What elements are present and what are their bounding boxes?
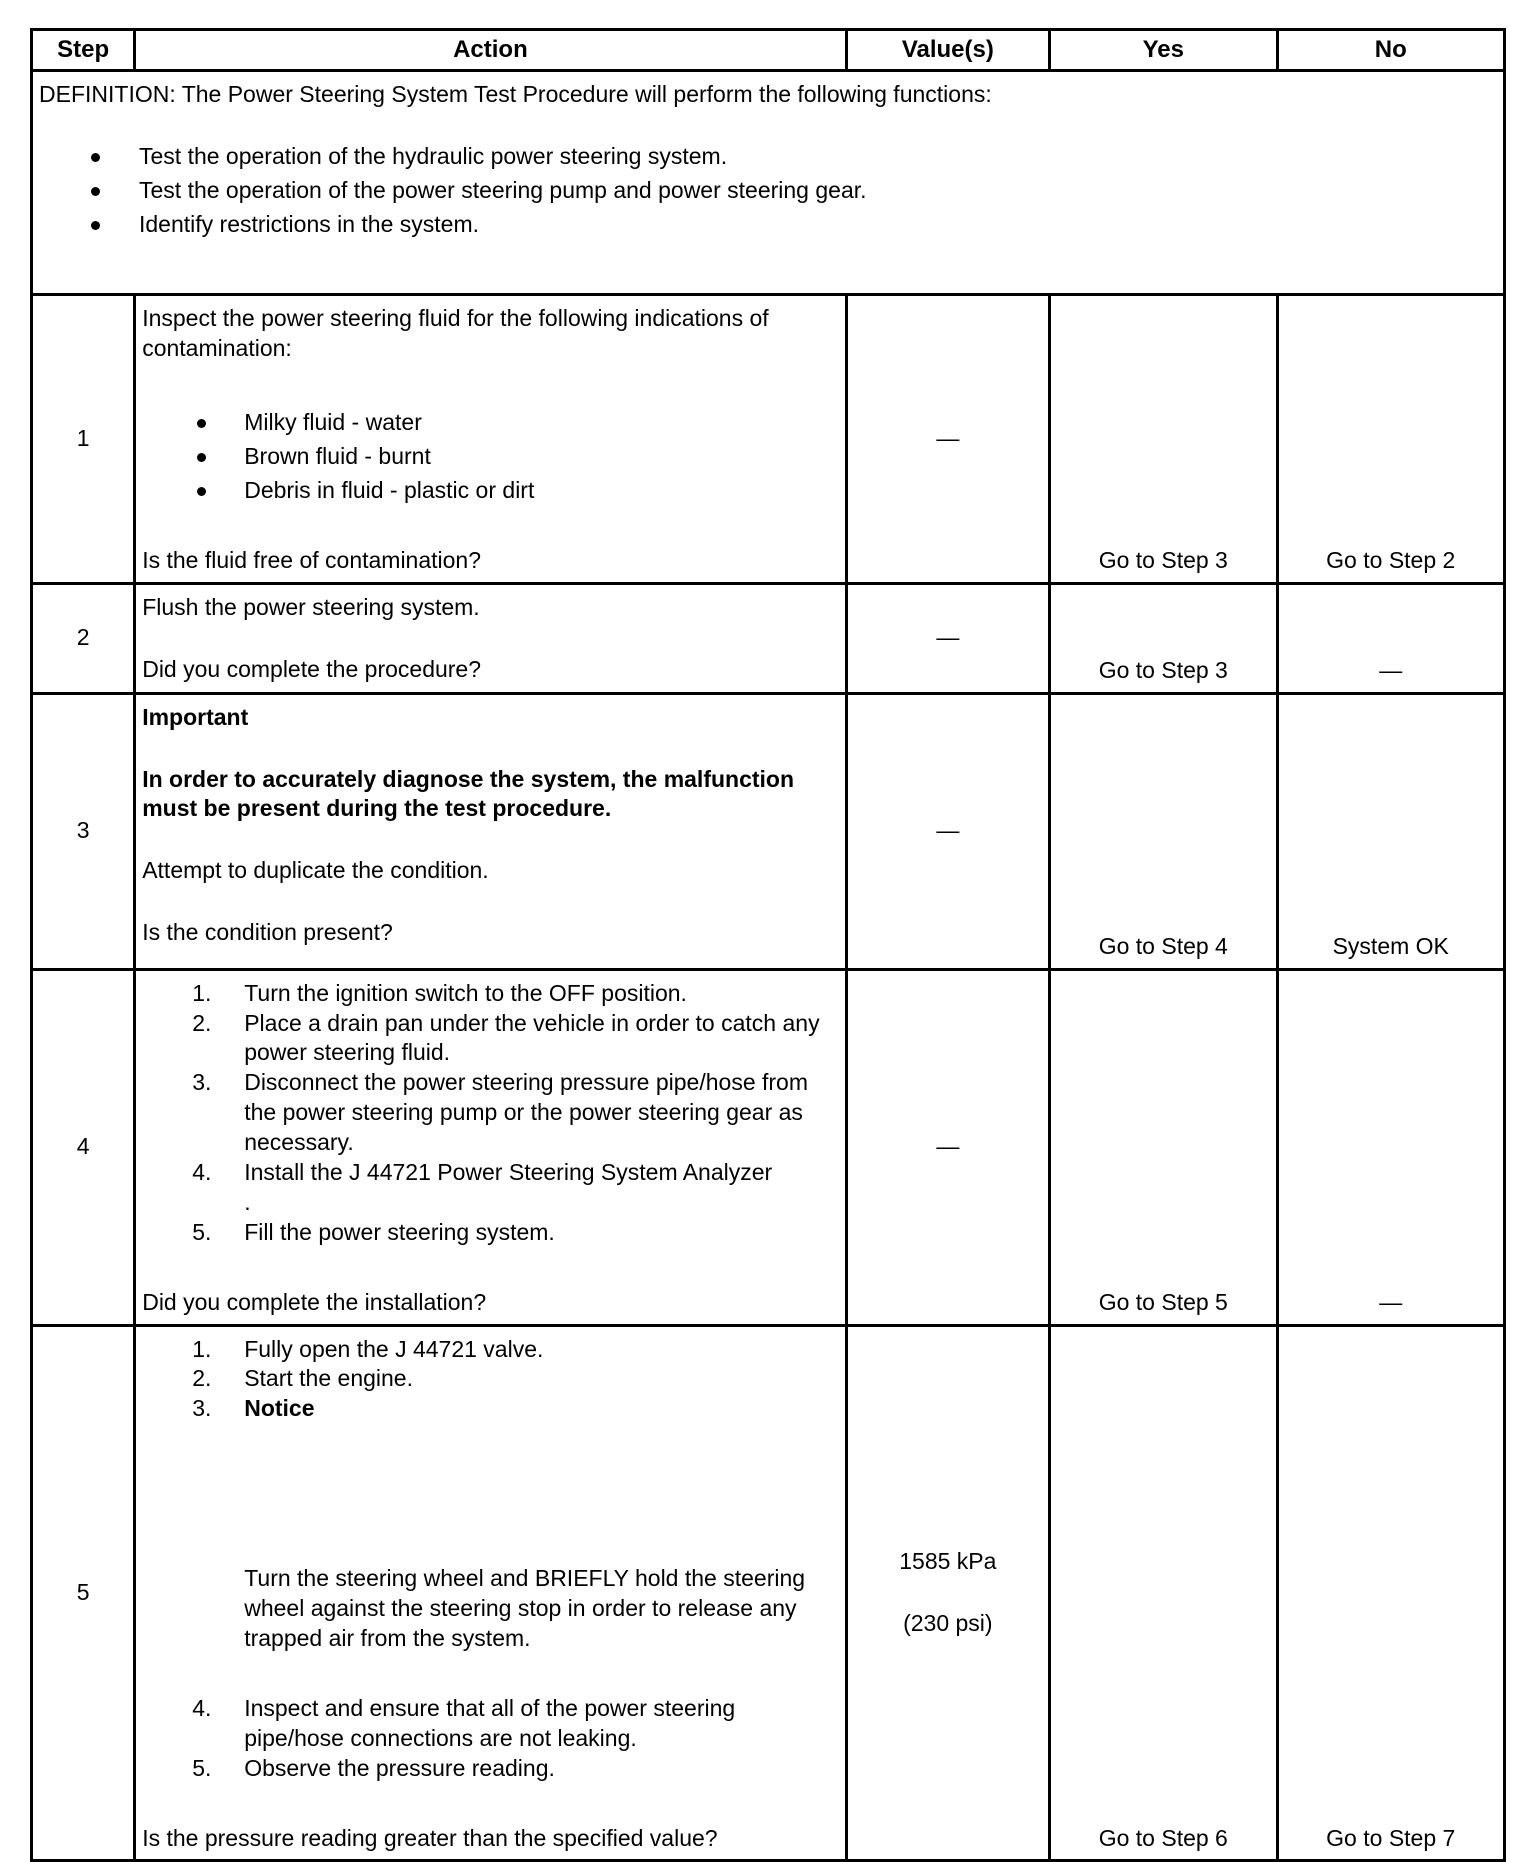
step-text: Start the engine. <box>244 1365 413 1392</box>
definition-cell <box>32 71 1505 295</box>
step-index: 4. <box>192 1159 212 1186</box>
test-step <box>142 1754 838 1784</box>
test-step <box>142 1364 838 1394</box>
value-kpa: 1585 kPa <box>899 1548 997 1575</box>
step-yes: Go to Step 3 <box>1050 583 1277 693</box>
step-no: — <box>1277 583 1505 693</box>
installation-steps <box>142 979 838 1248</box>
test-steps <box>142 1335 838 1784</box>
step-index: 5. <box>192 1218 212 1245</box>
step-index: 2. <box>192 1009 212 1036</box>
important-text: In order to accurately diagnose the system, the malfunction must be present during the test procedure. <box>142 765 795 822</box>
action-intro: Flush the power steering system. <box>142 593 480 620</box>
step-index: 5. <box>192 1754 212 1781</box>
step-action <box>135 295 846 584</box>
installation-step <box>142 1158 838 1218</box>
step-text: Install the J 44721 Power Steering System Analyzer <box>244 1159 773 1186</box>
step-index: 3. <box>192 1069 212 1096</box>
header-no: No <box>1277 30 1505 71</box>
action-question: Is the pressure reading greater than the specified value? <box>142 1824 718 1851</box>
action-intro: Inspect the power steering fluid for the following indications of contamination: <box>142 305 769 361</box>
definition-text: DEFINITION: The Power Steering System Test Procedure will perform the following functions: <box>39 81 992 107</box>
step-number: 1 <box>32 295 135 584</box>
test-step <box>142 1394 838 1694</box>
installation-step <box>142 1068 838 1158</box>
step-index: 3. <box>192 1395 212 1422</box>
step-row-1 <box>32 295 1505 584</box>
step-value: — <box>846 583 1049 693</box>
test-step <box>142 1694 838 1754</box>
header-values: Value(s) <box>846 30 1049 71</box>
definition-list <box>39 142 1497 244</box>
action-intro: Attempt to duplicate the condition. <box>142 857 489 884</box>
action-question: Is the fluid free of contamination? <box>142 546 482 573</box>
step-no: Go to Step 2 <box>1277 295 1505 584</box>
installation-step <box>142 979 838 1009</box>
action-question: Did you complete the installation? <box>142 1288 487 1315</box>
step-index: 2. <box>192 1365 212 1392</box>
contamination-item: Debris in fluid - plastic or dirt <box>142 476 838 510</box>
step-yes: Go to Step 6 <box>1050 1325 1277 1861</box>
step-row-4 <box>32 969 1505 1325</box>
step-text: Observe the pressure reading. <box>244 1754 555 1781</box>
important-label: Important <box>142 703 249 730</box>
definition-item: Test the operation of the power steering pump and power steering gear. <box>39 176 1497 210</box>
installation-step <box>142 1009 838 1069</box>
step-text: Fully open the J 44721 valve. <box>244 1335 544 1362</box>
step-number: 5 <box>32 1325 135 1861</box>
step-yes: Go to Step 3 <box>1050 295 1277 584</box>
step-text: Fill the power steering system. <box>244 1218 555 1245</box>
contamination-item: Milky fluid - water <box>142 408 838 442</box>
action-question: Is the condition present? <box>142 919 393 946</box>
step-yes: Go to Step 4 <box>1050 693 1277 969</box>
step-text: Inspect and ensure that all of the power steering pipe/hose connections are not leaking. <box>244 1694 736 1751</box>
contamination-list <box>142 408 838 510</box>
step-number: 2 <box>32 583 135 693</box>
step-row-5 <box>32 1325 1505 1861</box>
step-value: — <box>846 295 1049 584</box>
step-value: — <box>846 969 1049 1325</box>
header-row <box>32 30 1505 71</box>
step-value <box>846 1325 1049 1861</box>
notice-label: Notice <box>244 1395 315 1422</box>
step-index: 1. <box>192 1335 212 1362</box>
step-text: Place a drain pan under the vehicle in order to catch any power steering fluid. <box>244 1009 820 1066</box>
notice-text: Turn the steering wheel and BRIEFLY hold the steering wheel against the steering stop in order to release any trapped air from the system. <box>244 1565 806 1652</box>
step-text-trail: . <box>244 1188 251 1215</box>
step-text: Disconnect the power steering pressure pipe/hose from the power steering pump or the power steering gear as necessary. <box>244 1069 808 1156</box>
test-step <box>142 1335 838 1365</box>
step-no: System OK <box>1277 693 1505 969</box>
step-row-2 <box>32 583 1505 693</box>
action-question: Did you complete the procedure? <box>142 655 482 682</box>
value-psi: (230 psi) <box>903 1610 993 1637</box>
step-value: — <box>846 693 1049 969</box>
step-action <box>135 693 846 969</box>
step-index: 1. <box>192 979 212 1006</box>
step-action <box>135 1325 846 1861</box>
step-no: — <box>1277 969 1505 1325</box>
step-index: 4. <box>192 1694 212 1721</box>
definition-item: Identify restrictions in the system. <box>39 210 1497 244</box>
installation-step <box>142 1218 838 1248</box>
step-text: Turn the ignition switch to the OFF position. <box>244 979 687 1006</box>
diagnostic-page <box>30 28 1506 1862</box>
step-number: 4 <box>32 969 135 1325</box>
step-row-3 <box>32 693 1505 969</box>
header-action: Action <box>135 30 846 71</box>
header-step: Step <box>32 30 135 71</box>
step-action <box>135 583 846 693</box>
step-no: Go to Step 7 <box>1277 1325 1505 1861</box>
diagnostic-table <box>30 28 1506 1862</box>
definition-item: Test the operation of the hydraulic power steering system. <box>39 142 1497 176</box>
header-yes: Yes <box>1050 30 1277 71</box>
contamination-item: Brown fluid - burnt <box>142 442 838 476</box>
step-action <box>135 969 846 1325</box>
definition-row <box>32 71 1505 295</box>
step-number: 3 <box>32 693 135 969</box>
step-yes: Go to Step 5 <box>1050 969 1277 1325</box>
